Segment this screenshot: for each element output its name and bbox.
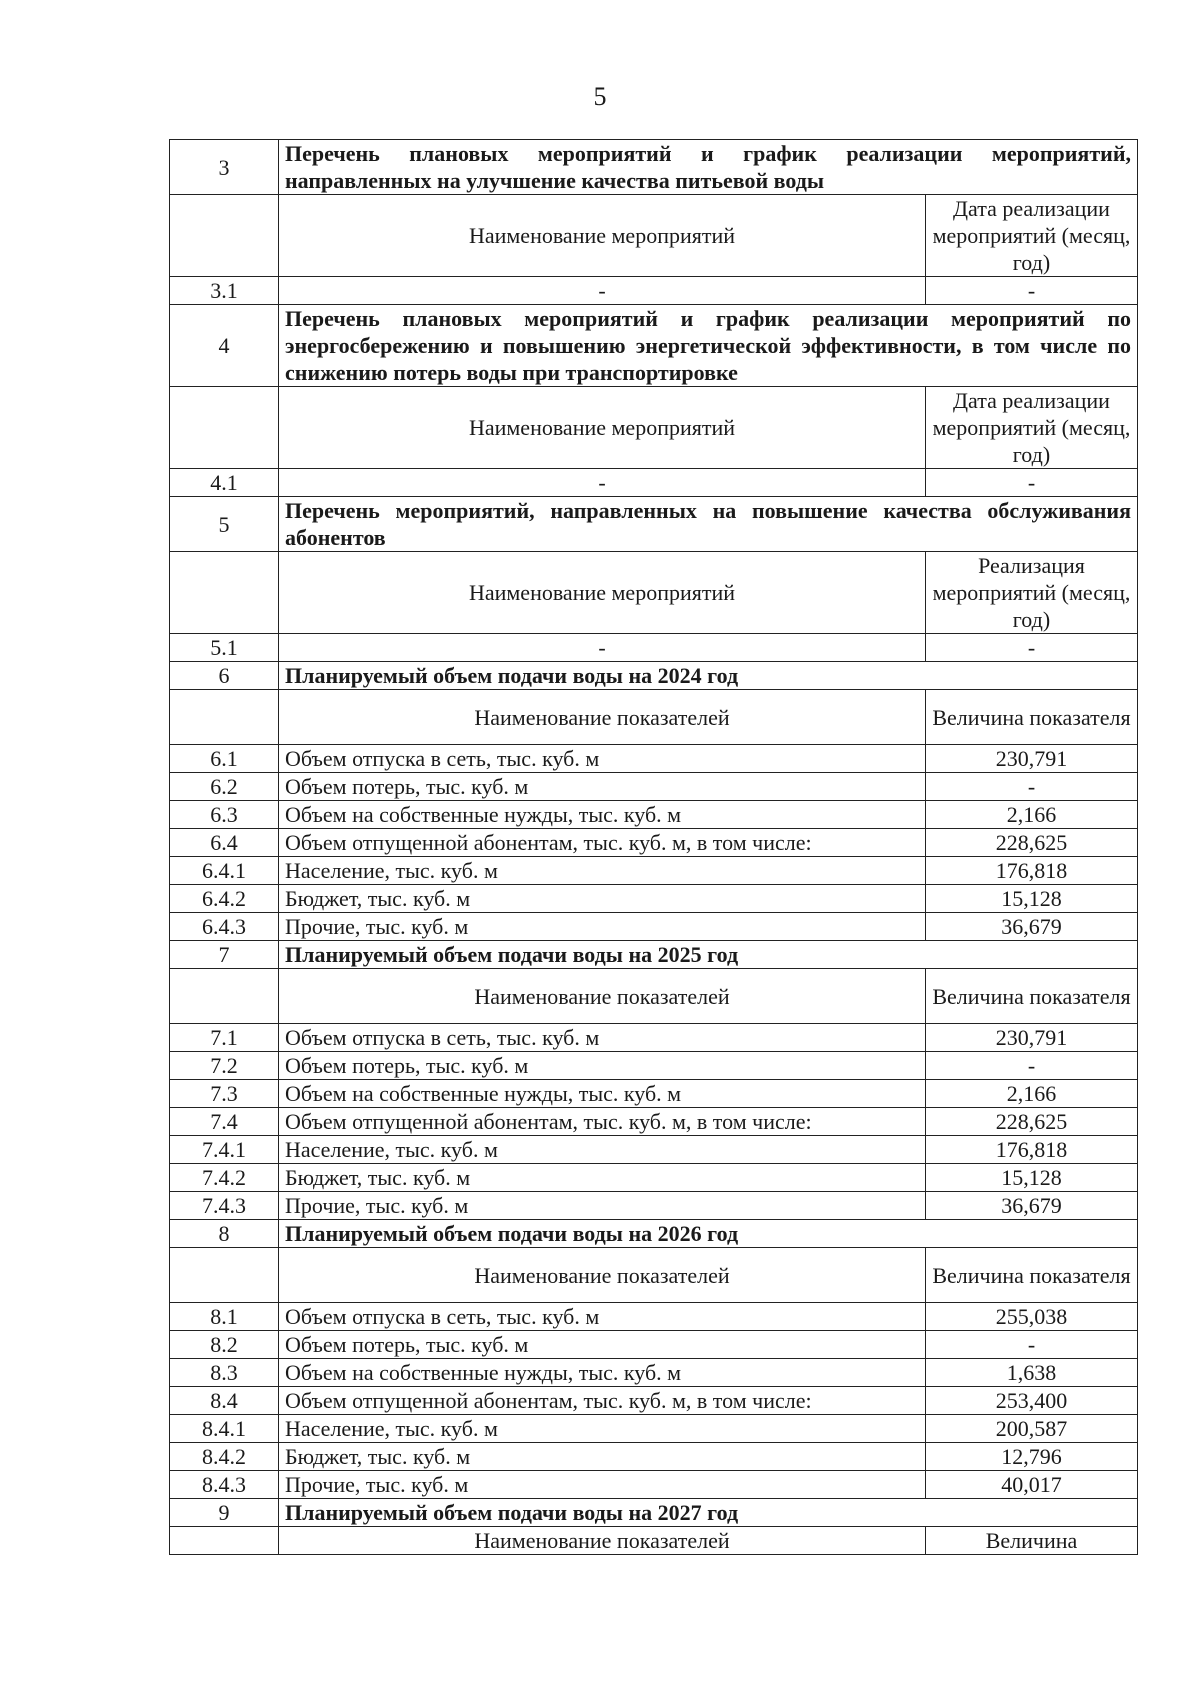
row-name: Объем отпуска в сеть, тыс. куб. м [279, 1303, 926, 1331]
column-value-header: Реализация мероприятий (месяц, год) [925, 552, 1137, 634]
table-row [170, 745, 1138, 773]
row-number: 8.4 [170, 1387, 279, 1415]
column-value-header: Величина показателя [925, 690, 1137, 745]
section-header-row [170, 662, 1138, 690]
row-number: 8.4.1 [170, 1415, 279, 1443]
row-number: 7.1 [170, 1024, 279, 1052]
row-name: Объем отпущенной абонентам, тыс. куб. м, в том числе: [279, 1387, 926, 1415]
section-header-row [170, 305, 1138, 387]
row-number: 6.4.2 [170, 885, 279, 913]
column-header-row [170, 1248, 1138, 1303]
column-header-row [170, 969, 1138, 1024]
table-row [170, 277, 1138, 305]
section-header-row [170, 1220, 1138, 1248]
page-number: 5 [593, 82, 607, 111]
empty-number-cell [170, 1248, 279, 1303]
row-value: 1,638 [925, 1359, 1137, 1387]
row-number: 7.4.3 [170, 1192, 279, 1220]
row-value: 2,166 [925, 801, 1137, 829]
row-number: 6.2 [170, 773, 279, 801]
row-name: Бюджет, тыс. куб. м [279, 885, 926, 913]
row-number: 8.1 [170, 1303, 279, 1331]
table-row [170, 773, 1138, 801]
empty-number-cell [170, 387, 279, 469]
row-name: Прочие, тыс. куб. м [279, 1471, 926, 1499]
section-title: Перечень плановых мероприятий и график реализации мероприятий по энергосбережению и повышению энергетической эффективности, в том числе по снижению потерь воды при транспортировке [279, 305, 1138, 387]
column-name-header: Наименование мероприятий [279, 552, 926, 634]
section-number: 5 [170, 497, 279, 552]
row-name: Объем отпущенной абонентам, тыс. куб. м, в том числе: [279, 1108, 926, 1136]
row-name: Объем потерь, тыс. куб. м [279, 1052, 926, 1080]
table-body [170, 140, 1138, 1555]
column-value-header: Величина показателя [925, 969, 1137, 1024]
section-header-row [170, 497, 1138, 552]
row-value: - [925, 469, 1137, 497]
row-name: Объем на собственные нужды, тыс. куб. м [279, 1359, 926, 1387]
section-number: 8 [170, 1220, 279, 1248]
table-row [170, 829, 1138, 857]
table-row [170, 634, 1138, 662]
table-row [170, 857, 1138, 885]
row-number: 6.4 [170, 829, 279, 857]
section-number: 3 [170, 140, 279, 195]
row-number: 6.1 [170, 745, 279, 773]
row-name: Население, тыс. куб. м [279, 1136, 926, 1164]
table-row [170, 1331, 1138, 1359]
table-row [170, 1443, 1138, 1471]
row-name: - [279, 277, 926, 305]
row-value: 36,679 [925, 913, 1137, 941]
row-name: Население, тыс. куб. м [279, 857, 926, 885]
column-header-row [170, 690, 1138, 745]
row-number: 6.3 [170, 801, 279, 829]
table-row [170, 1080, 1138, 1108]
section-title: Перечень плановых мероприятий и график реализации мероприятий, направленных на улучшение качества питьевой воды [279, 140, 1138, 195]
section-title: Планируемый объем подачи воды на 2025 год [279, 941, 1138, 969]
section-header-row [170, 941, 1138, 969]
row-value: 36,679 [925, 1192, 1137, 1220]
column-header-row [170, 387, 1138, 469]
row-name: Прочие, тыс. куб. м [279, 1192, 926, 1220]
column-name-header: Наименование показателей [279, 1248, 926, 1303]
row-value: - [925, 634, 1137, 662]
row-number: 5.1 [170, 634, 279, 662]
row-name: Объем потерь, тыс. куб. м [279, 773, 926, 801]
row-value: 40,017 [925, 1471, 1137, 1499]
row-number: 8.3 [170, 1359, 279, 1387]
column-name-header: Наименование показателей [279, 1527, 926, 1555]
column-header-row [170, 195, 1138, 277]
row-value: 255,038 [925, 1303, 1137, 1331]
table-row [170, 469, 1138, 497]
table-row [170, 913, 1138, 941]
row-number: 7.4 [170, 1108, 279, 1136]
table-row [170, 1136, 1138, 1164]
column-value-header: Дата реализации мероприятий (месяц, год) [925, 195, 1137, 277]
table-row [170, 1359, 1138, 1387]
table-row [170, 1164, 1138, 1192]
row-name: Объем отпуска в сеть, тыс. куб. м [279, 745, 926, 773]
column-name-header: Наименование мероприятий [279, 387, 926, 469]
table-row [170, 1192, 1138, 1220]
row-number: 8.2 [170, 1331, 279, 1359]
empty-number-cell [170, 690, 279, 745]
row-name: Объем потерь, тыс. куб. м [279, 1331, 926, 1359]
section-title: Планируемый объем подачи воды на 2026 год [279, 1220, 1138, 1248]
table-row [170, 885, 1138, 913]
row-number: 7.3 [170, 1080, 279, 1108]
row-number: 6.4.3 [170, 913, 279, 941]
row-value: 2,166 [925, 1080, 1137, 1108]
section-number: 6 [170, 662, 279, 690]
row-value: 230,791 [925, 745, 1137, 773]
row-value: 228,625 [925, 1108, 1137, 1136]
row-number: 7.4.1 [170, 1136, 279, 1164]
row-name: - [279, 634, 926, 662]
row-name: Бюджет, тыс. куб. м [279, 1164, 926, 1192]
section-header-row [170, 1499, 1138, 1527]
column-value-header: Дата реализации мероприятий (месяц, год) [925, 387, 1137, 469]
row-number: 8.4.3 [170, 1471, 279, 1499]
table-row [170, 1052, 1138, 1080]
empty-number-cell [170, 552, 279, 634]
column-header-row [170, 1527, 1138, 1555]
row-name: Население, тыс. куб. м [279, 1415, 926, 1443]
row-value: 15,128 [925, 1164, 1137, 1192]
section-header-row [170, 140, 1138, 195]
section-title: Перечень мероприятий, направленных на повышение качества обслуживания абонентов [279, 497, 1138, 552]
row-number: 7.2 [170, 1052, 279, 1080]
empty-number-cell [170, 969, 279, 1024]
row-value: 200,587 [925, 1415, 1137, 1443]
row-name: Бюджет, тыс. куб. м [279, 1443, 926, 1471]
table-row [170, 1024, 1138, 1052]
row-value: 230,791 [925, 1024, 1137, 1052]
row-name: Объем отпуска в сеть, тыс. куб. м [279, 1024, 926, 1052]
row-value: - [925, 1331, 1137, 1359]
table-row [170, 1471, 1138, 1499]
table-row [170, 801, 1138, 829]
row-value: 228,625 [925, 829, 1137, 857]
row-name: Объем на собственные нужды, тыс. куб. м [279, 801, 926, 829]
table-row [170, 1415, 1138, 1443]
column-name-header: Наименование мероприятий [279, 195, 926, 277]
column-name-header: Наименование показателей [279, 969, 926, 1024]
row-value: 15,128 [925, 885, 1137, 913]
row-name: Объем отпущенной абонентам, тыс. куб. м, в том числе: [279, 829, 926, 857]
row-value: 12,796 [925, 1443, 1137, 1471]
row-number: 3.1 [170, 277, 279, 305]
row-number: 6.4.1 [170, 857, 279, 885]
empty-number-cell [170, 1527, 279, 1555]
measures-table [169, 139, 1138, 1555]
table-row [170, 1387, 1138, 1415]
row-value: 176,818 [925, 1136, 1137, 1164]
row-name: Прочие, тыс. куб. м [279, 913, 926, 941]
section-number: 9 [170, 1499, 279, 1527]
row-value: - [925, 1052, 1137, 1080]
row-number: 7.4.2 [170, 1164, 279, 1192]
column-value-header: Величина показателя [925, 1248, 1137, 1303]
row-number: 8.4.2 [170, 1443, 279, 1471]
table-row [170, 1303, 1138, 1331]
table-row [170, 1108, 1138, 1136]
row-name: Объем на собственные нужды, тыс. куб. м [279, 1080, 926, 1108]
column-value-header: Величина [925, 1527, 1137, 1555]
column-name-header: Наименование показателей [279, 690, 926, 745]
section-title: Планируемый объем подачи воды на 2027 год [279, 1499, 1138, 1527]
section-number: 7 [170, 941, 279, 969]
row-number: 4.1 [170, 469, 279, 497]
row-value: - [925, 773, 1137, 801]
section-number: 4 [170, 305, 279, 387]
column-header-row [170, 552, 1138, 634]
row-value: 176,818 [925, 857, 1137, 885]
row-value: 253,400 [925, 1387, 1137, 1415]
row-name: - [279, 469, 926, 497]
row-value: - [925, 277, 1137, 305]
empty-number-cell [170, 195, 279, 277]
section-title: Планируемый объем подачи воды на 2024 год [279, 662, 1138, 690]
